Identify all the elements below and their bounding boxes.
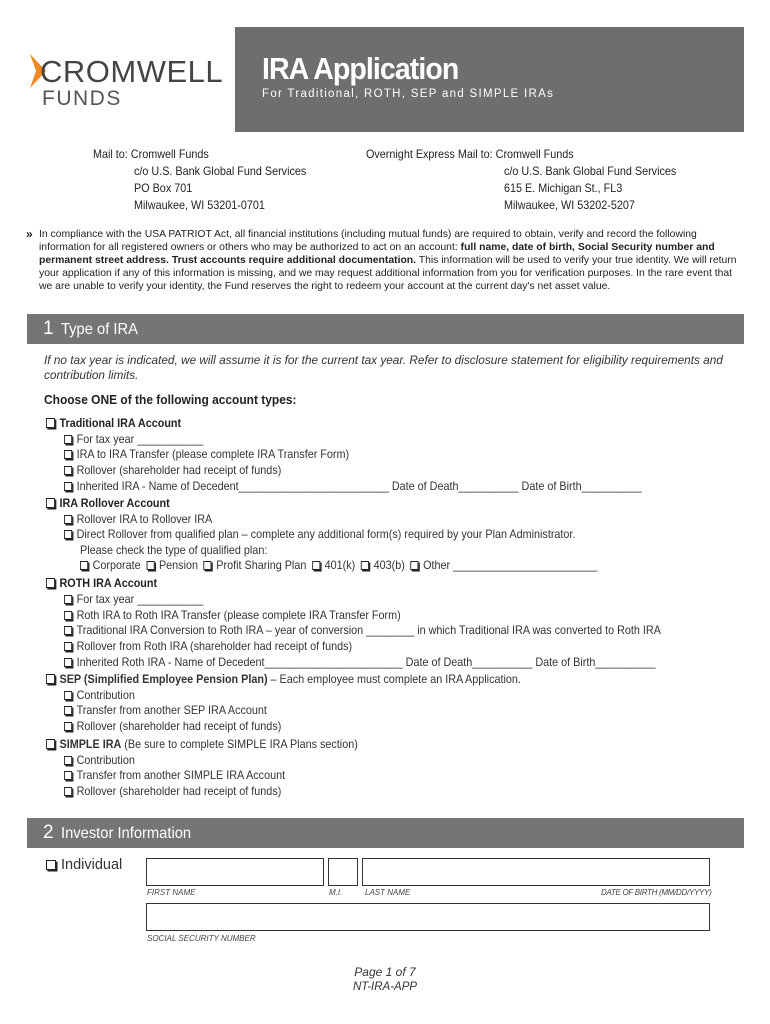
option-label: Inherited Roth IRA - Name of Decedent_______________________ Date of Death__________ Date of Birth__________ <box>76 655 656 669</box>
section-number: 1 <box>43 318 54 339</box>
tax-year-note: If no tax year is indicated, we will assume it is for the current tax year. Refer to disclosure statement for eligibility requirements and contribution limits. <box>44 353 723 382</box>
checkbox[interactable] <box>64 611 72 620</box>
checkbox-profit-sharing[interactable] <box>204 561 212 570</box>
checkbox[interactable] <box>64 595 72 604</box>
logo-subtext: FUNDS <box>42 87 122 110</box>
checkbox[interactable] <box>64 658 72 667</box>
option-label: Other ________________________ <box>423 558 598 572</box>
checkbox[interactable] <box>64 691 72 700</box>
checkbox-403b[interactable] <box>361 561 369 570</box>
option-label: Individual <box>61 857 123 873</box>
option-label: For tax year ___________ <box>76 432 204 446</box>
option-note: – Each employee must complete an IRA Application. <box>267 672 521 686</box>
option-label: SEP (Simplified Employee Pension Plan) <box>59 672 268 686</box>
patriot-text: This information will be used to verify your true identity. We will return your application if any of this information is missing, and we may request additional information from you for verification purposes. In the rare event that we are unable to verify your identity, the Fund reserves the right to redeem your account at the current day's net asset value. <box>39 255 737 292</box>
checkbox[interactable] <box>46 674 55 684</box>
checkbox[interactable] <box>46 860 56 870</box>
section-title: Type of IRA <box>61 321 138 338</box>
checkbox-401k[interactable] <box>312 561 320 570</box>
last-name-field[interactable] <box>362 858 710 886</box>
option-label: 403(b) <box>373 558 405 572</box>
option-roth-tax-year[interactable] <box>64 592 203 606</box>
option-traditional-rollover[interactable] <box>64 463 281 477</box>
option-ira-transfer[interactable] <box>64 447 349 461</box>
option-label: IRA Rollover Account <box>59 496 170 510</box>
middle-initial-label: M.I. <box>329 888 343 897</box>
section-number: 2 <box>43 822 54 843</box>
option-inherited-roth[interactable] <box>64 655 655 669</box>
option-simple-transfer[interactable] <box>64 768 285 782</box>
checkbox[interactable] <box>64 515 72 524</box>
option-label: IRA to IRA Transfer (please complete IRA Transfer Form) <box>76 447 350 461</box>
section-title: Investor Information <box>61 825 192 842</box>
checkbox[interactable] <box>64 530 72 539</box>
checkbox[interactable] <box>64 642 72 651</box>
option-label: Rollover (shareholder had receipt of funds) <box>76 463 282 477</box>
option-traditional-ira[interactable] <box>46 416 181 430</box>
checkbox[interactable] <box>64 756 72 765</box>
qualified-plan-prompt: Please check the type of qualified plan: <box>80 543 268 557</box>
checkbox-other[interactable] <box>411 561 419 570</box>
option-simple-rollover[interactable] <box>64 784 281 798</box>
dob-label: DATE OF BIRTH (MM/DD/YYYY) <box>601 888 712 897</box>
logo-wordmark: CROMWELL <box>40 54 224 89</box>
option-label: Profit Sharing Plan <box>216 558 307 572</box>
option-direct-rollover[interactable] <box>64 527 575 541</box>
option-label: Direct Rollover from qualified plan – complete any additional form(s) required by your Plan Administrator. <box>76 527 576 541</box>
option-sep-contribution[interactable] <box>64 688 135 702</box>
option-rollover-to-rollover[interactable] <box>64 512 212 526</box>
option-label: Transfer from another SIMPLE IRA Account <box>76 768 286 782</box>
option-label: Transfer from another SEP IRA Account <box>76 703 267 717</box>
option-roth-transfer[interactable] <box>64 608 401 622</box>
ssn-label: SOCIAL SECURITY NUMBER <box>147 934 256 943</box>
checkbox[interactable] <box>64 626 72 635</box>
checkbox[interactable] <box>64 482 72 491</box>
overnight-mail-line: Overnight Express Mail to: Cromwell Funds <box>366 147 574 161</box>
option-traditional-tax-year[interactable] <box>64 432 203 446</box>
checkbox[interactable] <box>46 498 55 508</box>
form-code: NT-IRA-APP <box>352 981 418 993</box>
overnight-address-line: 615 E. Michigan St., FL3 <box>504 181 623 195</box>
checkbox[interactable] <box>64 466 72 475</box>
checkbox[interactable] <box>64 450 72 459</box>
option-label: Pension <box>158 558 198 572</box>
option-label: SIMPLE IRA <box>59 737 122 751</box>
option-sep-transfer[interactable] <box>64 703 267 717</box>
mail-address-line: c/o U.S. Bank Global Fund Services <box>134 164 307 178</box>
checkbox[interactable] <box>64 435 72 444</box>
checkbox-pension[interactable] <box>146 561 154 570</box>
overnight-address-line: Milwaukee, WI 53202-5207 <box>504 198 635 212</box>
option-label: ROTH IRA Account <box>59 576 158 590</box>
option-label: Rollover (shareholder had receipt of funds) <box>76 719 282 733</box>
option-label: Contribution <box>76 688 135 702</box>
checkbox[interactable] <box>64 771 72 780</box>
page-number: Page 1 of 7 <box>354 965 416 979</box>
option-label: Roth IRA to Roth IRA Transfer (please complete IRA Transfer Form) <box>76 608 401 622</box>
option-label: Rollover (shareholder had receipt of funds) <box>76 784 282 798</box>
checkbox[interactable] <box>64 722 72 731</box>
checkbox[interactable] <box>46 418 55 428</box>
option-roth-rollover[interactable] <box>64 639 352 653</box>
option-label: Traditional IRA Account <box>59 416 182 430</box>
patriot-act-notice <box>26 228 746 293</box>
overnight-address-line: c/o U.S. Bank Global Fund Services <box>504 164 677 178</box>
option-label: Contribution <box>76 753 135 767</box>
checkbox-corporate[interactable] <box>80 561 88 570</box>
bullet-icon: » <box>26 227 33 241</box>
option-simple-contribution[interactable] <box>64 753 135 767</box>
last-name-label: LAST NAME <box>365 888 411 897</box>
option-label: Corporate <box>92 558 141 572</box>
page-title: IRA Application <box>262 51 459 86</box>
qualified-plan-options <box>80 558 597 572</box>
first-name-field[interactable] <box>146 858 324 886</box>
option-simple-ira[interactable] <box>46 737 358 751</box>
option-individual[interactable] <box>46 857 122 873</box>
ssn-field[interactable] <box>146 903 710 931</box>
option-label: Inherited IRA - Name of Decedent_________________________ Date of Death__________ Date of Birth__________ <box>76 479 642 493</box>
option-label: 401(k) <box>324 558 356 572</box>
mail-address-line: Milwaukee, WI 53201-0701 <box>134 198 265 212</box>
patriot-text-bold: full name, date of birth, Social Security number and permanent street address. Trust accounts require additional documentation. <box>39 242 715 266</box>
page-subtitle: For Traditional, ROTH, SEP and SIMPLE IRAs <box>262 88 555 100</box>
option-roth-ira[interactable] <box>46 576 157 590</box>
checkbox[interactable] <box>46 578 55 588</box>
checkbox[interactable] <box>46 739 55 749</box>
option-label: For tax year ___________ <box>76 592 204 606</box>
checkbox[interactable] <box>64 787 72 796</box>
checkbox[interactable] <box>64 706 72 715</box>
section-2-header <box>27 818 744 848</box>
choose-account-heading: Choose ONE of the following account types: <box>44 392 297 407</box>
first-name-label: FIRST NAME <box>147 888 196 897</box>
patriot-text: In compliance with the USA PATRIOT Act, all financial institutions (including mutual funds) are required to obtain, verify and record the following information for all registered owners or others who may be authorized to act on an account: <box>39 229 697 253</box>
option-sep-ira[interactable] <box>46 672 521 686</box>
option-roth-conversion[interactable] <box>64 623 661 637</box>
option-sep-rollover[interactable] <box>64 719 281 733</box>
option-inherited-ira[interactable] <box>64 479 642 493</box>
section-1-header <box>27 314 744 344</box>
middle-initial-field[interactable] <box>328 858 358 886</box>
option-ira-rollover[interactable] <box>46 496 170 510</box>
option-label: Rollover from Roth IRA (shareholder had receipt of funds) <box>76 639 353 653</box>
mail-to-line: Mail to: Cromwell Funds <box>93 147 209 161</box>
option-label: Traditional IRA Conversion to Roth IRA – year of conversion ________ in which Traditional IRA was converted to Roth IRA <box>76 623 661 637</box>
option-note: (Be sure to complete SIMPLE IRA Plans section) <box>121 737 358 751</box>
mail-address-line: PO Box 701 <box>134 181 193 195</box>
option-label: Rollover IRA to Rollover IRA <box>76 512 213 526</box>
